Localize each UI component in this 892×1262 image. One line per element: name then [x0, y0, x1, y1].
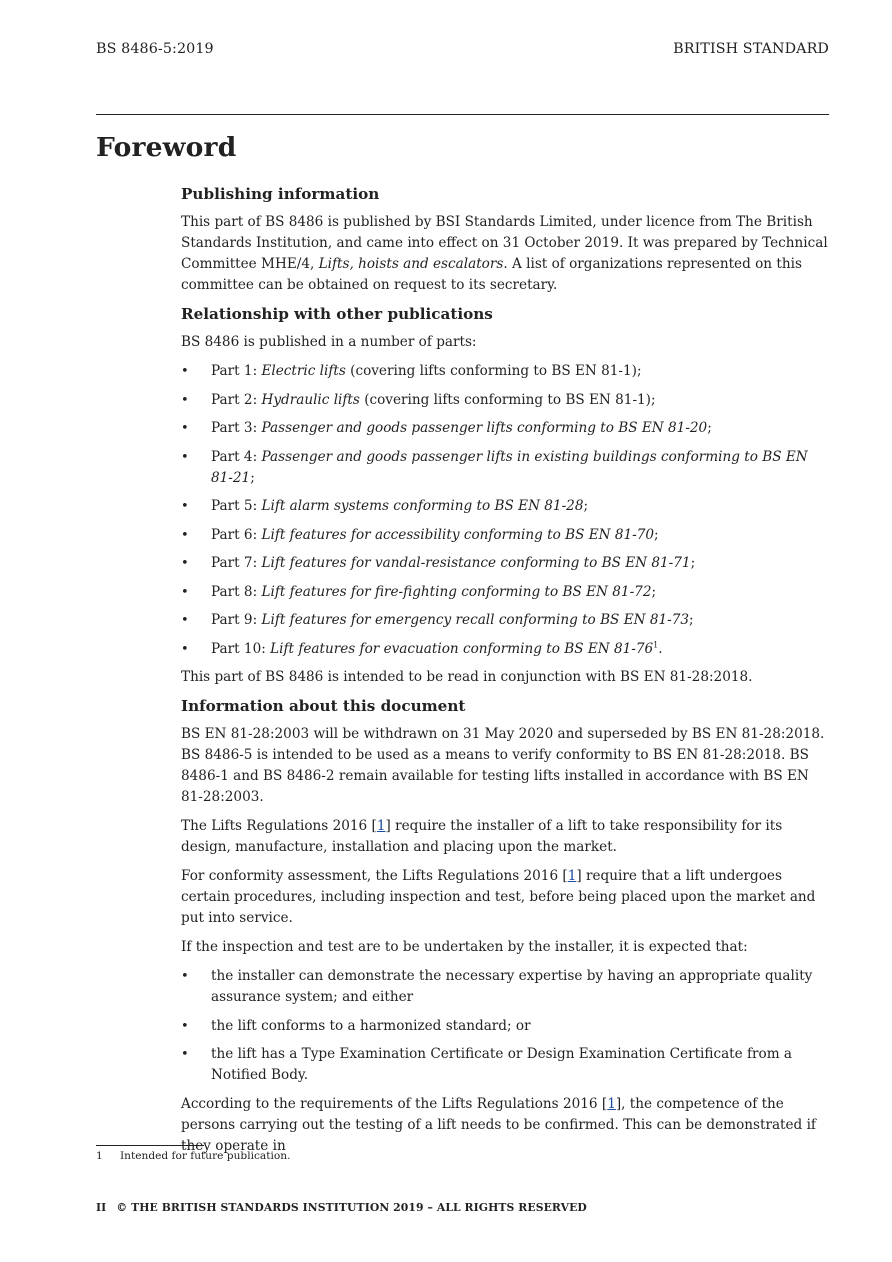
- information-paragraph-4: If the inspection and test are to be undertaken by the installer, it is expected that:: [181, 939, 748, 955]
- list-item-part-9: • Part 9: Lift features for emergency recall conforming to BS EN 81-73;: [181, 610, 831, 631]
- list-item-part-10: • Part 10: Lift features for evacuation conforming to BS EN $81-76^1$.: [181, 639, 831, 660]
- list-item-part-3: • Part 3: Passenger and goods passenger lifts conforming to BS EN 81-20;: [181, 418, 831, 439]
- relationship-closing: This part of BS 8486 is intended to be read in conjunction with BS EN 81-28:2018.: [181, 669, 753, 685]
- list-item-part-5: • Part 5: Lift alarm systems conforming to BS EN 81-28;: [181, 496, 831, 517]
- section-heading-relationship: Relationship with other publications: [181, 305, 493, 323]
- header-doc-type: BRITISH STANDARD: [673, 41, 829, 57]
- list-item: • the lift conforms to a harmonized standard; or: [181, 1016, 831, 1037]
- footnote-number: 1: [96, 1150, 103, 1162]
- information-paragraph-1: BS EN 81-28:2003 will be withdrawn on 31 May 2020 and superseded by BS EN 81-28:2018. BS 8486-5 is intended to be used as a means to verify conformity to BS EN 81-28:2018. BS 8486-1 and BS 8486-2 remain available for testing lifts installed in accordance with BS EN 81-28:2003.: [181, 726, 825, 805]
- copyright-notice: © THE BRITISH STANDARDS INSTITUTION 2019 – ALL RIGHTS RESERVED: [116, 1201, 587, 1214]
- list-item-part-8: • Part 8: Lift features for fire-fighting conforming to BS EN 81-72;: [181, 582, 831, 603]
- relationship-intro: BS 8486 is published in a number of parts:: [181, 334, 477, 350]
- page-footer: [96, 1201, 587, 1214]
- header-doc-id: BS 8486-5:2019: [96, 41, 214, 57]
- information-paragraph-5: According to the requirements of the Lifts Regulations 2016 [1], the competence of the persons carrying out the testing of a lift needs to be confirmed. This can be demonstrated if they operate in: [181, 1095, 816, 1154]
- conditions-list: [181, 966, 831, 1086]
- publishing-paragraph: [181, 212, 831, 296]
- committee-name: Lifts, hoists and escalators: [318, 256, 504, 272]
- parts-list: [181, 361, 831, 660]
- foreword-body: [181, 184, 831, 1165]
- footnote-marker: 1: [653, 639, 659, 649]
- footnote: [96, 1150, 290, 1162]
- section-heading-publishing: Publishing information: [181, 185, 380, 203]
- reference-link-1[interactable]: 1: [607, 1095, 616, 1112]
- page-number: II: [96, 1201, 107, 1214]
- information-paragraph-2: The Lifts Regulations 2016 [1] require the installer of a lift to take responsibility for its design, manufacture, installation and placing upon the market.: [181, 818, 783, 855]
- list-item: • the installer can demonstrate the necessary expertise by having an appropriate quality assurance system; and either: [181, 966, 831, 1008]
- publishing-text-a: This part of BS 8486 is published by BSI Standards Limited, under licence from The British Standards Institution, and came into effect on 31 October 2019. It was prepared by Technical Committee MHE/4,: [181, 214, 828, 272]
- list-item-part-7: • Part 7: Lift features for vandal-resistance conforming to BS EN 81-71;: [181, 553, 831, 574]
- header-rule: [96, 114, 829, 115]
- footnote-text: Intended for future publication.: [120, 1150, 291, 1162]
- reference-link-1[interactable]: 1: [376, 818, 386, 834]
- list-item-part-6: • Part 6: Lift features for accessibility conforming to BS EN 81-70;: [181, 525, 831, 546]
- reference-link-1[interactable]: 1: [567, 868, 577, 884]
- page-title: Foreword: [96, 132, 237, 163]
- footnote-rule: [96, 1145, 204, 1146]
- list-item-part-1: • Part 1: Electric lifts (covering lifts conforming to BS EN 81-1);: [181, 361, 831, 382]
- information-paragraph-3: For conformity assessment, the Lifts Regulations 2016 [1] require that a lift undergoes certain procedures, including inspection and test, before being placed upon the market and put into service.: [181, 868, 816, 926]
- list-item: • the lift has a Type Examination Certificate or Design Examination Certificate from a Notified Body.: [181, 1044, 831, 1086]
- list-item-part-4: • Part 4: Passenger and goods passenger lifts in existing buildings conforming to BS EN 81-21;: [181, 447, 831, 489]
- list-item-part-2: • Part 2: Hydraulic lifts (covering lifts conforming to BS EN 81-1);: [181, 390, 831, 411]
- publishing-text-b: . A list of organizations represented on this committee can be obtained on request to its secretary.: [181, 256, 802, 293]
- section-heading-information: Information about this document: [181, 697, 466, 715]
